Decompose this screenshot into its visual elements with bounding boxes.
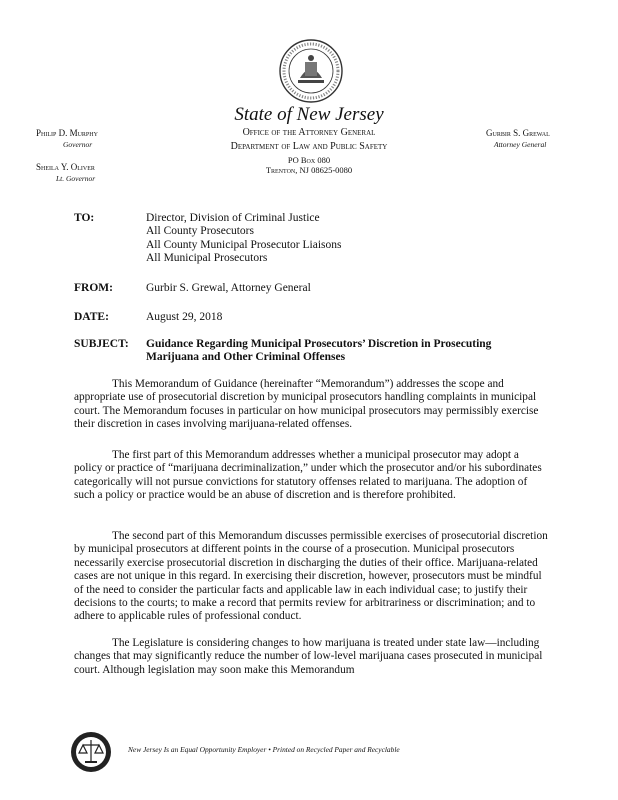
date-value: August 29, 2018 bbox=[146, 311, 223, 323]
to-recipient: All County Municipal Prosecutor Liaisons bbox=[146, 238, 342, 251]
lt-governor-title: Lt. Governor bbox=[56, 174, 96, 183]
subject-value bbox=[146, 338, 556, 365]
attorney-general-name: Gurbir S. Grewal bbox=[486, 128, 550, 138]
lt-governor-name: Sheila Y. Oliver bbox=[36, 162, 95, 172]
body-paragraph: This Memorandum of Guidance (hereinafter “Memorandum”) addresses the scope and appropriate use of prosecutorial discretion by municipal prosecutors handling complaints in municipal court. The Memorandum focuses in particular on how municipal prosecutors may permissibly exercise their discretion in cases involving marijuana-related offenses. bbox=[74, 378, 539, 431]
to-recipient: All Municipal Prosecutors bbox=[146, 252, 268, 265]
to-recipients bbox=[146, 212, 341, 266]
governor-title: Governor bbox=[63, 140, 93, 149]
body-paragraph: The first part of this Memorandum addresses whether a municipal prosecutor may adopt a policy or practice of “marijuana decriminalization,” under which the prosecutor and/or his subordinates categorically will not pursue convictions for statutory offenses related to marijuana. The adoption of such a policy or practice would be an abuse of discretion and is therefore prohibited. bbox=[74, 449, 542, 502]
office-line-2: Department of Law and Public Safety bbox=[230, 141, 388, 152]
po-box: PO Box 080 bbox=[287, 155, 331, 165]
body-paragraph: The Legislature is considering changes to how marijuana is treated under state law—including changes that may significantly reduce the number of low-level marijuana cases prosecuted in municipal court. Although legislation may soon make this Memorandum bbox=[74, 637, 543, 676]
governor-name: Philip D. Murphy bbox=[36, 128, 98, 138]
subject-label: SUBJECT: bbox=[74, 338, 129, 350]
to-recipient: Director, Division of Criminal Justice bbox=[146, 212, 320, 224]
from-label: FROM: bbox=[74, 282, 113, 294]
city-line: Trenton, NJ 08625-0080 bbox=[265, 165, 353, 175]
state-title: State of New Jersey bbox=[234, 104, 384, 125]
department-seal-icon bbox=[70, 731, 112, 773]
to-label: TO: bbox=[74, 212, 95, 224]
date-label: DATE: bbox=[74, 311, 109, 323]
from-value: Gurbir S. Grewal, Attorney General bbox=[146, 282, 311, 294]
office-line-1: Office of the Attorney General bbox=[242, 127, 376, 138]
subject-line: Guidance Regarding Municipal Prosecutors’ Discretion in Prosecuting bbox=[146, 338, 492, 350]
attorney-general-title: Attorney General bbox=[494, 140, 547, 149]
footer-text: New Jersey Is an Equal Opportunity Employer • Printed on Recycled Paper and Recyclable bbox=[128, 745, 400, 754]
subject-line: Marijuana and Other Criminal Offenses bbox=[146, 351, 346, 364]
state-seal-icon bbox=[278, 38, 344, 104]
to-recipient: All County Prosecutors bbox=[146, 225, 254, 238]
body-paragraph: The second part of this Memorandum discusses permissible exercises of prosecutorial discretion by municipal prosecutors at different points in the course of a prosecution. Municipal prosecutors necessarily exercise prosecutorial discretion in discharging the duties of their office. Marijuana-related cases are not unique in this regard. In exercising their discretion, however, prosecutors must be mindful of the need to consider the particular facts and applicable law in each individual case; to justify their decisions to the courts; to make a record that permits review for arbitrariness or discrimination; and to adhere to applicable rules of professional conduct. bbox=[74, 530, 548, 623]
